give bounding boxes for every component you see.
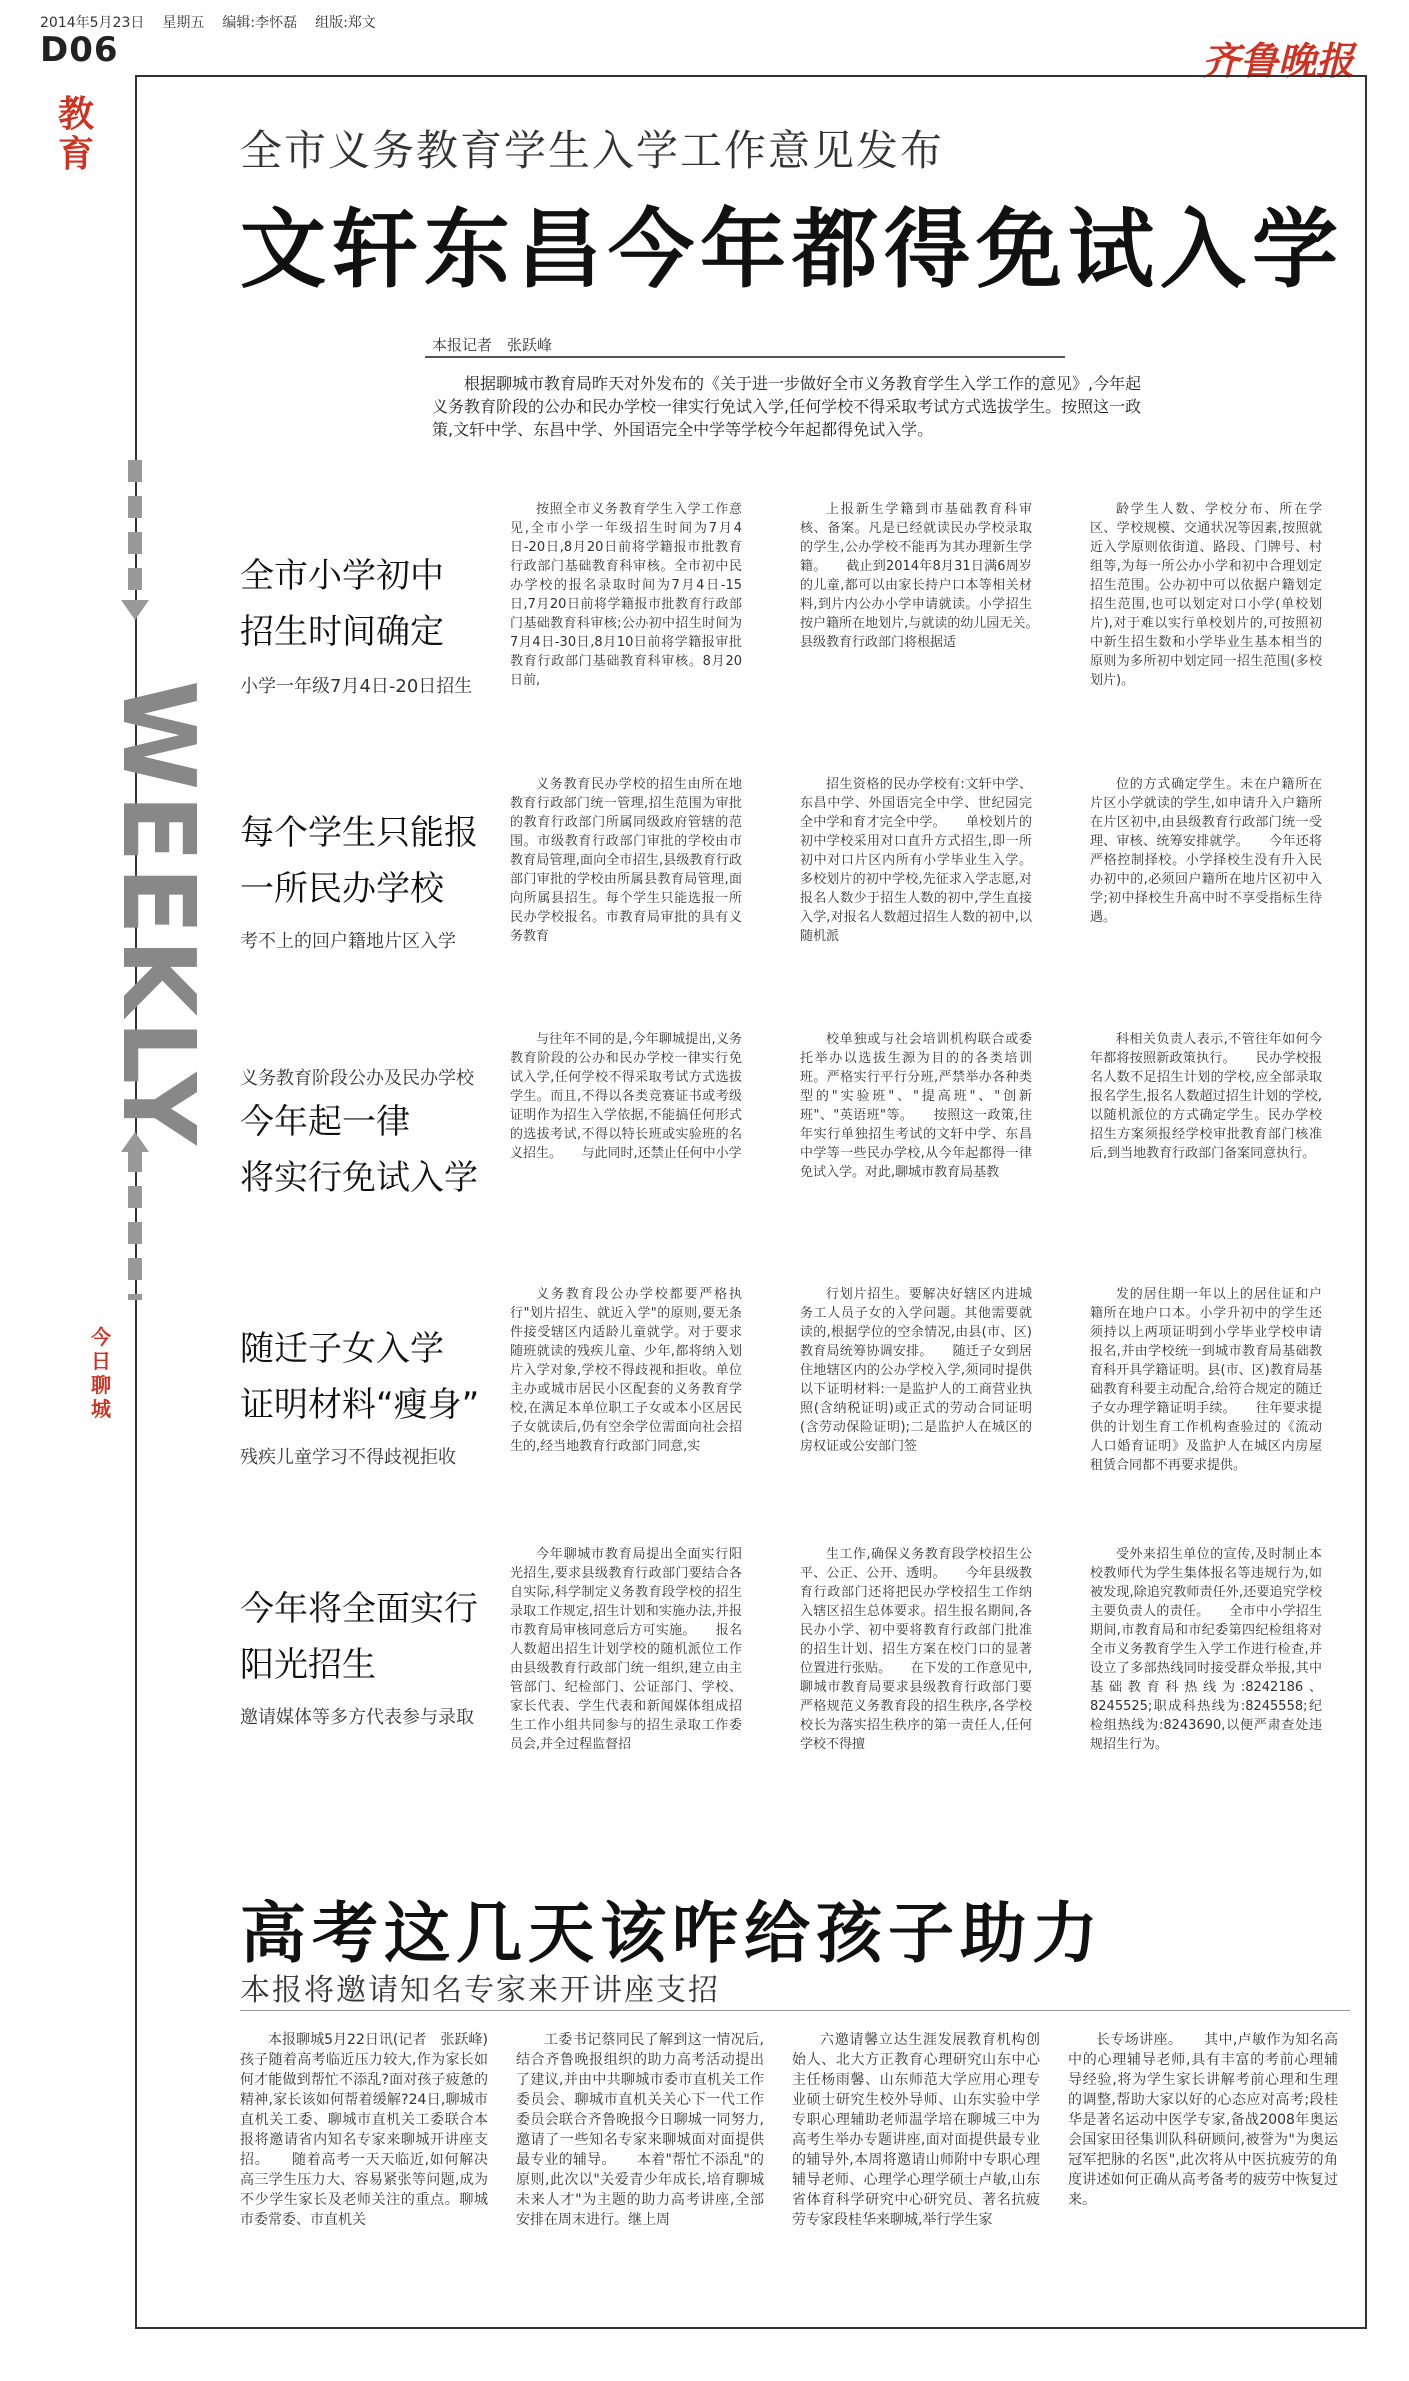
section-migrant-children (240, 1285, 1350, 1525)
column-text: 义务教育段公办学校都要严格执行"划片招生、就近入学"的原则,要无条件接受辖区内适龄儿童就学。对于要求随班就读的残疾儿童、少年,都将纳入划片入学对象,学校不得歧视和拒收。单位主办或城市居民小区配套的义务教育学校,在满足本单位职工子女或本小区居民子女就读后,仍有空余学位需面向社会招生的,经当地教育行政部门同意,实 (510, 1287, 742, 1454)
column-text: 上报新生学籍到市基础教育科审核、备案。凡是已经就读民办学校录取的学生,公办学校不能再为其办理新生学籍。 截止到2014年8月31日满6周岁的儿童,都可以由家长持户口本等相关材料,到片内公办小学申请就读。小学招生按户籍所在地划片,与就读的幼儿园无关。 县级教育行政部门将根据适 (800, 502, 1059, 650)
section-title-line1: 今年将全面实行 (240, 1589, 478, 1629)
section-title-line1: 全市小学初中 (240, 556, 444, 596)
column-text: 发的居住期一年以上的居住证和户籍所在地户口本。小学升初中的学生还须持以上两项证明到小学毕业学校申请报名,并由学校统一到城市教育局基础教育科开具学籍证明。县(市、区)教育局基础教育科要主动配合,给符合规定的随迁子女办理学籍证明手续。 往年要求提供的计划生育工作机构查验过的《流动人口婚育证明》及监护人在城区内房屋租赁合同都不再要求提供。 (1090, 1287, 1322, 1473)
section-title-line2: 将实行免试入学 (240, 1158, 478, 1198)
byline-rule (425, 356, 1065, 358)
page-number: D06 (40, 30, 119, 70)
city-tag: 今日聊城 (91, 1325, 111, 1421)
lead-lede: 根据聊城市教育局昨天对外发布的《关于进一步做好全市义务教育学生入学工作的意见》,今年起义务教育阶段的公办和民办学校一律实行免试入学,任何学校不得采取考试方式选拔学生。按照这一政策,文轩中学、东昌中学、外国语完全中学等学校今年起都得免试入学。 (432, 374, 1142, 439)
section-note: 小学一年级7月4日-20日招生 (240, 676, 473, 697)
column-text: 校单独或与社会培训机构联合或委托举办以选拔生源为目的的各类培训班。严格实行平行分班,严禁举办各种类型的"实验班"、"提高班"、"创新班"、"英语班"等。 按照这一政策,往年实行单独招生考试的文轩中学、东昌中学等一些民办学校,从今年起都得一律免试入学。对此,聊城市教育局基教 (800, 1032, 1032, 1180)
section-title-line2: 招生时间确定 (240, 612, 444, 652)
column-text: 科相关负责人表示,不管往年如何今年都将按照新政策执行。 民办学校报名人数不足招生计划的学校,应全部录取报名学生,报名人数超过招生计划的学校,以随机派位的方式确定学生。民办学校招生方案须报经学校审批教育部门核准后,到当地教育行政部门备案同意执行。 (1090, 1032, 1322, 1161)
column-text: 按照全市义务教育学生入学工作意见,全市小学一年级招生时间为7月4日-20日,8月20日前将学籍报市批教育行政部门基础教育科审核。全市初中民办学校的报名录取时间为7月4日-15日,7月20日前将学籍报市批教育行政部门基础教育科审核;公办初中招生时间为7月4日-30日,8月10日前将学籍报审批教育行政部门基础教育科审核。8月20日前, (510, 502, 742, 688)
column-text: 行划片招生。要解决好辖区内进城务工人员子女的入学问题。其他需要就读的,根据学位的空余情况,由县(市、区)教育局统筹协调安排。 随迁子女到居住地辖区内的公办学校入学,须同时提供以下证明材料:一是监护人的工商营业执照(含纳税证明)或正式的劳动合同证明(含劳动保险证明);二是监护人在城区的房权证或公安部门签 (800, 1287, 1032, 1454)
second-subhead: 本报将邀请知名专家来开讲座支招 (240, 1973, 720, 2008)
section-title-line2: 一所民办学校 (240, 869, 444, 909)
arrow-down-icon (121, 600, 149, 620)
page-header (40, 12, 376, 32)
column-text: 龄学生人数、学校分布、所在学区、学校规模、交通状况等因素,按照就近入学原则依街道、路段、门牌号、村组等,为每一所公办小学和初中合理划定招生范围。公办初中可以依据户籍划定招生范围,也可以划定对口小学(单校划片),对于难以实行单校划片的,可按照初中新生招生数和小学毕业生基本相当的原则为多所初中划定同一招生范围(多校划片)。 (1090, 502, 1322, 688)
column-text: 受外来招生单位的宣传,及时制止本校教师代为学生集体报名等违规行为,如被发现,除追究教师责任外,还要追究学校主要负责人的责任。 全市中小学招生期间,市教育局和市纪委第四纪检组将对全市义务教育学生入学工作进行检查,并设立了多部热线同时接受群众举报,其中基础教育科热线为:8242186、8245525;职成科热线为:8245558;纪检组热线为:8243690,以便严肃查处违规招生行为。 (1090, 1547, 1322, 1752)
section-tag: 教育 (57, 94, 94, 175)
arrow-up-icon (121, 1132, 149, 1152)
section-private-school (240, 775, 1350, 1015)
section-title-line2: 证明材料“瘦身” (240, 1385, 480, 1425)
section-note: 残疾儿童学习不得歧视拒收 (240, 1447, 456, 1468)
column-text: 六邀请馨立达生涯发展教育机构创始人、北大方正教育心理研究山东中心主任杨雨馨、山东师范大学应用心理专业硕士研究生校外导师、山东实验中学专职心理辅助老师温学培在聊城三中为高考生举办专题讲座,面对面提供最专业的辅导外,本周将邀请山师附中专职心理辅导老师、心理学心理学硕士卢敏,山东省体育科学研究中心研究员、著名抗疲劳专家段桂华来聊城,举行学生家 (792, 2032, 1040, 2228)
lead-headline: 文轩东昌今年都得免试入学 (240, 200, 1344, 300)
lead-kicker: 全市义务教育学生入学工作意见发布 (240, 126, 945, 175)
section-kicker: 义务教育阶段公办及民办学校 (240, 1068, 474, 1089)
column-text: 今年聊城市教育局提出全面实行阳光招生,要求县级教育行政部门要结合各自实际,科学制定义务教育段学校的招生录取工作规定,招生计划和实施办法,并报市教育局审核同意后方可实施。 报名人数超出招生计划学校的随机派位工作由县级教育行政部门统一组织,建立由主管部门、纪检部门、公证部门、学校、家长代表、学生代表和新闻媒体组成招生工作小组共同参与的招生录取工作委员会,并全过程监督招 (510, 1547, 742, 1752)
section-title-line1: 每个学生只能报 (240, 813, 478, 853)
lead-byline: 本报记者 张跃峰 (432, 336, 553, 354)
section-note: 邀请媒体等多方代表参与录取 (240, 1707, 474, 1728)
section-enrollment-time (240, 500, 1350, 760)
section-exam-free (240, 1030, 1350, 1270)
column-text: 义务教育民办学校的招生由所在地教育行政部门统一管理,招生范围为审批的教育行政部门所属同级政府管辖的范围。市级教育行政部门审批的学校由市教育局管理,面向全市招生,县级教育行政部门审批的学校由所属县教育局管理,面向所属县招生。每个学生只能选报一所民办学校报名。市教育局审批的具有义务教育 (510, 777, 742, 944)
column-text: 长专场讲座。 其中,卢敏作为知名高中的心理辅导老师,具有丰富的考前心理辅导经验,将为学生家长讲解考前心理和生理的调整,帮助大家以好的心态应对高考;段桂华是著名运动中医学专家,备战2008年奥运会国家田径集训队科研顾问,被誉为"为奥运冠军把脉的名医",此次将从中医抗疲劳的角度讲述如何正确从高考备考的疲劳中恢复过来。 (1068, 2032, 1338, 2208)
column-text: 工委书记蔡同民了解到这一情况后,结合齐鲁晚报组织的助力高考活动提出了建议,并由中共聊城市委市直机关工作委员会、聊城市直机关关心下一代工作委员会联合齐鲁晚报今日聊城一同努力,邀请了一些知名专家来聊城面对面提供最专业的辅导。 本着"帮忙不添乱"的原则,此次以"关爱青少年成长,培育聊城未来人才"为主题的助力高考讲座,全部安排在周末进行。继上周 (516, 2032, 764, 2228)
column-text: 招生资格的民办学校有:文轩中学、东昌中学、外国语完全中学、世纪园完全中学和育才完全中学。 单校划片的初中学校采用对口直升方式招生,即一所初中对口片区内所有小学毕业生入学。多校划片的初中学校,先征求入学志愿,对报名人数少于招生人数的初中,学生直接入学,对报名人数超过招生人数的初中,以随机派 (800, 777, 1032, 944)
second-headline: 高考这几天该咋给孩子助力 (240, 1895, 1104, 1972)
issue-weekday: 星期五 (162, 15, 205, 31)
second-rule (240, 2010, 1350, 2011)
newspaper-logo: 齐鲁晚报 (1201, 38, 1354, 83)
column-text: 生工作,确保义务教育段学校招生公平、公正、公开、透明。 今年县级教育行政部门还将把民办学校招生工作纳入辖区招生总体要求。招生报名期间,各民办小学、初中要将教育行政部门批准的招生计划、招生方案在校门口的显著位置进行张贴。 在下发的工作意见中,聊城市教育局要求县级教育行政部门要严格规范义务教育段的招生秩序,各学校校长为落实招生秩序的第一责任人,任何学校不得擅 (800, 1547, 1032, 1752)
section-sunshine-enrollment (240, 1545, 1350, 1805)
section-title-line1: 随迁子女入学 (240, 1329, 444, 1369)
weekly-banner: WEEKLY (100, 680, 217, 1149)
column-text: 与往年不同的是,今年聊城提出,义务教育阶段的公办和民办学校一律实行免试入学,任何学校不得采取考试方式选拔学生。而且,不得以各类竞赛证书或考级证明作为招生入学依据,不能搞任何形式的选拔考试,不得以特长班或实验班的名义招生。 与此同时,还禁止任何中小学 (510, 1032, 742, 1161)
dashed-line-top (128, 460, 142, 605)
column-text: 位的方式确定学生。未在户籍所在片区小学就读的学生,如申请升入户籍所在片区初中,由县级教育行政部门统一受理、审核、统筹安排就学。 今年还将严格控制择校。小学择校生没有升入民办初中的,必须回户籍所在地片区初中入学;初中择校生升高中时不享受指标生待遇。 (1090, 777, 1322, 925)
section-title-line1: 今年起一律 (240, 1102, 410, 1142)
layout-credit: 组版:郑文 (315, 15, 376, 31)
dashed-line-bottom (128, 1150, 142, 1300)
editor-credit: 编辑:李怀磊 (222, 15, 298, 31)
section-title-line2: 阳光招生 (240, 1645, 376, 1685)
section-note: 考不上的回户籍地片区入学 (240, 931, 456, 952)
issue-date: 2014年5月23日 (40, 15, 145, 31)
column-text: 本报聊城5月22日讯(记者 张跃峰) 孩子随着高考临近压力较大,作为家长如何才能做到帮忙不添乱?面对孩子疲惫的精神,家长该如何帮着缓解?24日,聊城市直机关工委、聊城市直机关工委联合本报将邀请省内知名专家来聊城开讲座支招。 随着高考一天天临近,如何解决高三学生压力大、容易紧张等问题,成为不少学生家长及老师关注的重点。聊城市委常委、市直机关 (240, 2032, 502, 2228)
